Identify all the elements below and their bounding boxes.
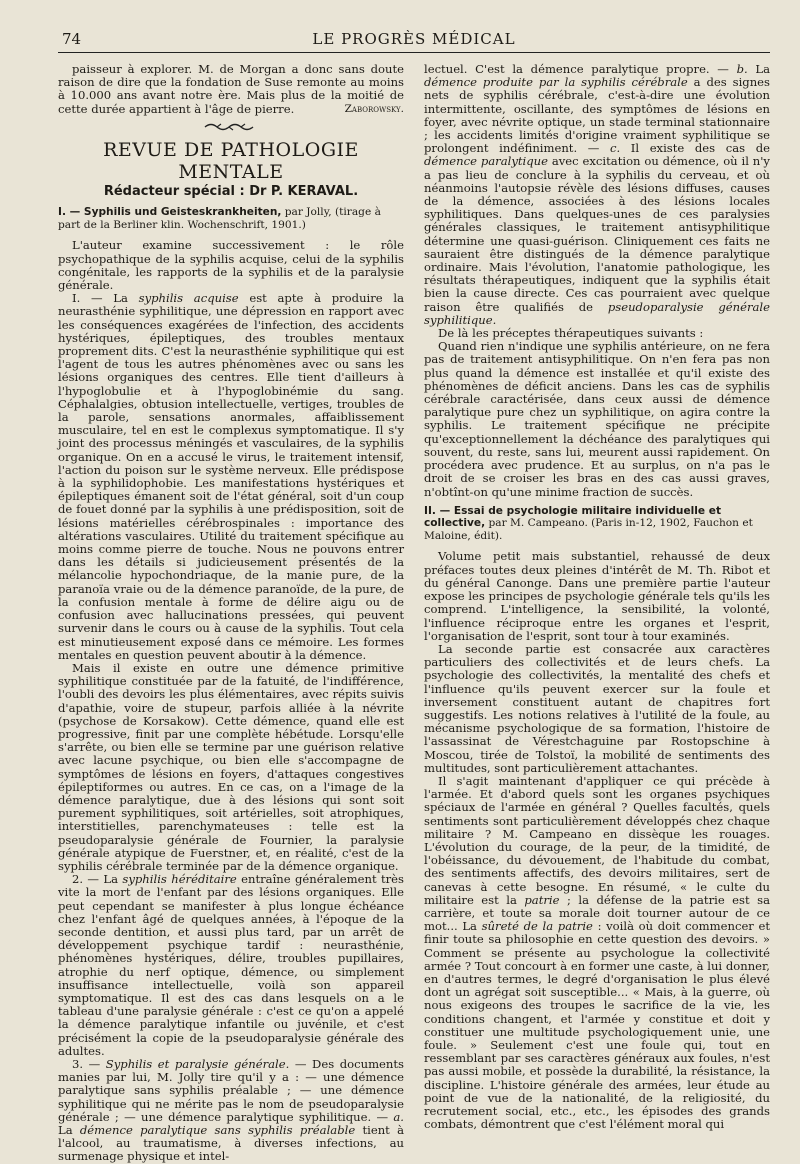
carryover-paragraph: paisseur à explorer. M. de Morgan a donc sans doute raison de dire que la fondation de Suse remonte au moins à 10.000 ans avant notre ère. Mais plus de la moitié de cette durée appartient à l'âge de pierre. Zaborowsky. [58, 62, 404, 116]
carryover-signature: Zaborowsky. [344, 102, 404, 115]
paragraph: Il s'agit maintenant d'appliquer ce qui précède à l'armée. Et d'abord quels sont les organes psychiques spéciaux de l'armée en général ? Quelles facultés, quels sentiments sont particulièrement développés chez chaque militaire ? M. Campeano en dissèque les rouages. L'évolution du courage, de la peur, de la timidité, de l'obéissance, du dévouement, de l'habitude du combat, des sentiments affectifs, des devoirs militaires, sert de canevas à cette besogne. En résumé, « le culte du militaire est la patrie ; la défense de la patrie est sa carrière, et toute sa morale doit tourner autour de ce mot... La sûreté de la patrie : voilà où doit commencer et finir toute sa philosophie en cette question des devoirs. » Comment se présente au psychologue la collectivité armée ? Tout concourt à en former une caste, à lui donner, en d'autres termes, le degré d'organisation le plus élevé dont un agrégat soit susceptible... « Mais, à la guerre, où nous exigeons des troupes le sacrifice de la vie, les conditions changent, et l'armée y constitue et doit y constituer une multitude psychologiquement unie, une foule. » Seulement c'est une foule qui, tout en ressemblant par ses caractères généraux aux foules, n'est pas aussi mobile, et possède la durabilité, la résistance, la discipline. L'histoire générale des armées, leur étude au point de vue de la nationalité, de la religiosité, du recrutement social, etc., etc., les épisodes des grands combats, démontrent que c'est l'élément moral qui [424, 773, 771, 1132]
ornament-flourish-icon [203, 122, 259, 132]
article-1-heading [58, 206, 404, 231]
paragraph: Volume petit mais substantiel, rehaussé de deux préfaces toutes deux pleines d'intérêt de M. Th. Ribot et du général Canonge. Dans une première partie l'auteur expose les principes de psychologie générale tels qu'ils les comprend. L'intelligence, la sensibilité, la volonté, l'influence réciproque entre les organes et l'esprit, l'organisation de l'esprit, sont tour à tour examinés. [424, 549, 770, 643]
article-1-citation: par Jolly, (tirage à part de la Berliner klin. Wochenschrift, 1901.) [58, 206, 381, 231]
article-2-title: II. — Essai de psychologie militaire individuelle et collective, [424, 504, 722, 530]
left-column [58, 62, 405, 1164]
paragraph: L'auteur examine successivement : le rôle psychopathique de la syphilis acquise, celui de la syphilis congénitale, les rapports de la syphilis et de la paralysie générale. [58, 238, 404, 293]
paragraph: lectuel. C'est la démence paralytique propre. — b. La démence produite par la syphilis cérébrale a des signes nets de syphilis cérébrale, c'est-à-dire une évolution intermittente, oscillante, des symptômes de lésions en foyer, avec névrite optique, un stade terminal stationnaire ; les accidents limités d'origine vraiment syphilitique se prolongent indéfiniment. — c. Il existe des cas de démence paralytique avec excitation ou démence, où il n'y a pas lieu de conclure à la syphilis du cerveau, et où néanmoins l'autopsie révèle des lésions diffuses, causes de la démence, associées à des lésions locales syphilitiques. Dans quelques-unes de ces paralysies générales classiques, le traitement antisyphilitique détermine une quasi-guérison. Cliniquement ces faits ne sauraient être distingués de la démence paralytique ordinaire. Mais l'évolution, l'anatomie pathologique, les résultats thérapeutiques, indiquent que la syphilis était bien la cause directe. Ces cas pourraient avec quelque raison être qualifiés de pseudoparalysie générale syphilitique. [424, 62, 771, 327]
paragraph: 3. — Syphilis et paralysie générale. — Des documents manies par lui, M. Jolly tire qu'il y a : — une démence paralytique sans syphilis préalable ; — une démence syphilitique qui ne mérite pas le nom de pseudoparalysie générale ; — une démence paralytique syphilitique. — a. La démence paralytique sans syphilis préalable tient à l'alcool, au traumatisme, à diverses infections, au surmenage physique et intel- [58, 1057, 405, 1164]
right-column [424, 62, 771, 1132]
journal-title: LE PROGRÈS MÉDICAL [312, 30, 516, 48]
paragraph: Mais il existe en outre une démence primitive syphilitique constituée par de la fatuité, de l'indifférence, l'oubli des devoirs les plus élémentaires, avec répits suivis d'apathie, voire de stupeur, parfois alliée à la névrite (psychose de Korsakow). Cette démence, quand elle est progressive, finit par une complète hébétude. Lorsqu'elle s'arrête, ou bien elle se termine par une guérison relative avec lacune psychique, ou bien elle s'accompagne de symptômes de lésions en foyers, d'attaques congestives épileptiformes ou autres. En ce cas, on a l'image de la démence paralytique, due à des lésions qui sont soit purement syphilitiques, soit artérielles, soit atrophiques, interstitielles, parenchymateuses : telle est la pseudoparalysie générale de Fournier, la paralysie générale atypique de Fuerstner, et, en réalité, c'est de la syphilis cérébrale terminée par de la démence organique. [58, 660, 404, 873]
paragraph: La seconde partie est consacrée aux caractères particuliers des collectivités et de leurs chefs. La psychologie des collectivités, la mentalité des chefs et l'influence qu'ils peuvent exercer sur la foule et inversement constituent autant de chapitres fort suggestifs. Les notions relatives à l'utilité de la foule, au mécanisme psychologique de sa formation, l'histoire de l'assassinat de Vérestchaguine par Rostopschine à Moscou, tirée de Tolstoï, la mobilité de sentiments des multitudes, sont particulièrement attachantes. [424, 641, 770, 775]
editor-line: Rédacteur spécial : Dr P. KERAVAL. [103, 184, 359, 200]
paragraph: 2. — La syphilis héréditaire entraîne généralement très vite la mort de l'enfant par des lésions organiques. Elle peut cependant se manifester à plus longue échéance chez l'enfant âgé de quelques années, à l'époque de la seconde dentition, et aussi plus tard, par un arrêt de développement psychique tardif : neurasthénie, phénomènes hystériques, délire, troubles pupillaires, atrophie du nerf optique, démence, ou simplement insuffisance intellectuelle, voilà son appareil symptomatique. Il est des cas dans lesquels on a le tableau d'une paralysie générale : c'est ce qu'on a appelé la démence paralytique infantile ou juvénile, et c'est précisément la copie de la pseudoparalysie générale des adultes. [58, 872, 404, 1058]
paragraph: De là les préceptes thérapeutiques suivants : [438, 326, 704, 341]
article-1-title: I. — Syphilis und Geisteskrankheiten, [58, 206, 282, 219]
ornament-divider [58, 122, 404, 135]
page-number: 74 [62, 30, 82, 48]
paragraph: I. — La syphilis acquise est apte à produire la neurasthénie syphilitique, une dépression en rapport avec les conséquences exagérées de l'infection, des accidents hystériques, épileptiques, des troubles mentaux proprement dits. C'est la neurasthénie syphilitique qui est l'agent de tous les autres phénomènes avec ou sans les lésions organiques des centres. Elle tient d'ailleurs à l'hypoglobulie et à l'hypoglobinémie du sang. Céphalalgies, obtusion intellectuelle, vertiges, troubles de la parole, sensations anormales, affaiblissement musculaire, tel en est le complexus symptomatique. Il s'y joint des processus méningés et vasculaires, de la syphilis organique. On en a accusé le virus, le traitement intensif, l'action du poison sur le système nerveux. Elle prédispose à la syphilidophobie. Les manifestations hystériques et épileptiques émanent soit de l'état général, soit d'un coup de fouet donné par la syphilis à une prédisposition, soit de lésions matérielles cérébrospinales : importance des altérations vasculaires. Utilité du traitement spécifique au moins comme pierre de touche. Nous ne pouvons entrer dans les détails si judicieusement présentés de la mélancolie hypochondriaque, de la manie pure, de la paranoïa vraie ou de la démence paranoïde, de la pure, de la confusion mentale à forme de délire aigu ou de confusion avec hallucinations pressées, qui peuvent survenir dans le cours ou à cause de la syphilis. Tout cela est minutieusement exposé dans ce mémoire. Les formes mentales en question peuvent aboutir à la démence. [58, 291, 404, 662]
article-2-citation: par M. Campeano. (Paris in-12, 1902, Fauchon et Maloine, édit). [424, 517, 753, 542]
paragraph: Quand rien n'indique une syphilis antérieure, on ne fera pas de traitement antisyphilitique. On n'en fera pas non plus quand la démence est installée et qu'il existe des phénomènes de déficit anciens. Dans les cas de syphilis cérébrale caractérisée, dans ceux aussi de démence paralytique pure chez un syphilitique, on agira contre la syphilis. Le traitement spécifique ne précipite qu'exceptionnellement la déchéance des paralytiques qui souvent, du reste, sans lui, meurent aussi rapidement. On procédera avec prudence. Et au surplus, on n'a pas le droit de se croiser les bras en des cas aussi graves, n'obtînt-on qu'une minime fraction de succès. [424, 339, 770, 499]
rubric-title: REVUE DE PATHOLOGIE MENTALE [103, 139, 359, 184]
running-header [58, 30, 770, 53]
article-2-heading [424, 505, 770, 543]
